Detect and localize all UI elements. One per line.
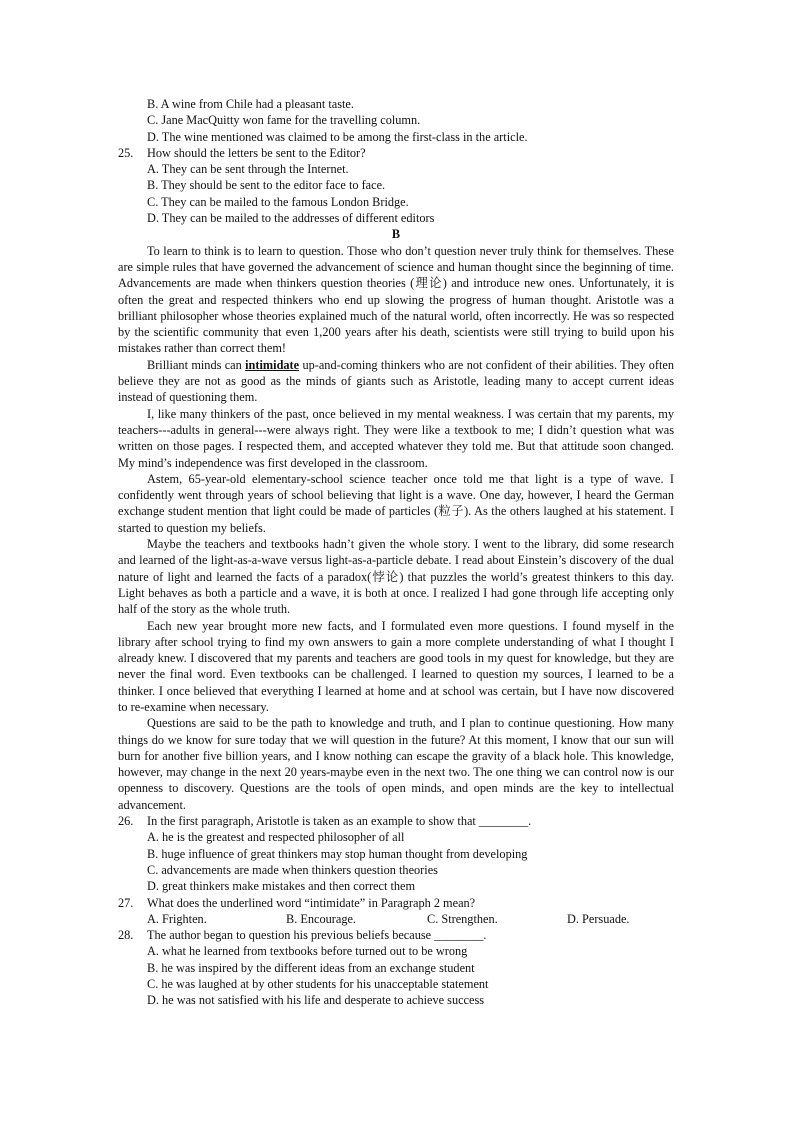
passage-paragraph-2 <box>118 357 674 406</box>
q24-option-c: C. Jane MacQuitty won fame for the travelling column. <box>147 113 421 128</box>
q28-option-d: D. he was not satisfied with his life and desperate to achieve success <box>147 993 485 1008</box>
q25-option-a: A. They can be sent through the Internet. <box>147 162 349 177</box>
question-number: 27. <box>118 895 134 910</box>
q27-option-d: D. Persuade. <box>567 911 630 926</box>
q25-option-d: D. They can be mailed to the addresses of different editors <box>147 211 435 226</box>
question-number: 25. <box>118 145 134 160</box>
passage-paragraph-1: To learn to think is to learn to question. Those who don’t question never truly think for themselves. These are simple rules that have governed the advancement of science and human thought since the beginning of time. Advancements are made when thinkers question theories (理论) and introduce new ones. Unfortunately, it is often the great and respected thinkers who end up slowing the progress of human thought. Aristotle was a brilliant philosopher whose theories explained much of the natural world, often incorrectly. He was so respected by the scientific community that even 1,200 years after his death, scientists were still trying to build upon his mistakes rather than correct them! <box>118 243 674 356</box>
question-number: 26. <box>118 814 134 829</box>
underlined-word: intimidate <box>245 357 300 372</box>
question-28 <box>118 927 674 943</box>
passage-paragraph-3: I, like many thinkers of the past, once believed in my mental weakness. I was certain that my parents, my teachers---adults in general---were always right. They were like a textbook to me; I didn’t question what was written on those pages. I respected them, and accepted whatever they told me. But that attitude soon changed. My mind’s independence was first developed in the classroom. <box>118 406 674 470</box>
question-number: 28. <box>118 928 134 943</box>
question-text: The author began to question his previous beliefs because ________. <box>147 928 487 943</box>
q26-option-d: D. great thinkers make mistakes and then correct them <box>147 879 416 894</box>
q27-option-c: C. Strengthen. <box>427 911 498 926</box>
question-26 <box>118 813 674 829</box>
q24-option-b: B. A wine from Chile had a pleasant taste. <box>147 97 354 111</box>
q28-option-a: A. what he learned from textbooks before turned out to be wrong <box>147 944 468 959</box>
q28-option-b: B. he was inspired by the different ideas from an exchange student <box>147 960 475 975</box>
question-25 <box>118 145 674 161</box>
q26-option-c: C. advancements are made when thinkers question theories <box>147 862 438 877</box>
q27-options-row <box>118 911 674 927</box>
q24-option-d: D. The wine mentioned was claimed to be among the first-class in the article. <box>147 129 528 144</box>
passage-paragraph-7: Questions are said to be the path to knowledge and truth, and I plan to continue questioning. How many things do we know for sure today that we will question in the future? At this moment, I know that our sun will burn for another five billion years, and I know nothing can escape the gravity of a black hole. This knowledge, however, may change in the next 20 years-maybe even in the next two. The one thing we can control now is our openness to discovery. Questions are the tools of open minds, and open minds are the key to intellectual advancement. <box>118 716 674 812</box>
section-heading: B <box>391 227 401 242</box>
document-page <box>118 96 674 1009</box>
q28-option-c: C. he was laughed at by other students for his unacceptable statement <box>147 977 489 992</box>
passage-paragraph-6: Each new year brought more new facts, and I formulated even more questions. I found myself in the library after school trying to find my own answers to gain a more complete understanding of what I thought I already knew. I discovered that my parents and teachers are good tools in my quest for knowledge, but they are never the final word. Even textbooks can be challenged. I learned to question my sources, I learned to be a thinker. I once believed that everything I learned at home and at school was certain, but I have now discovered to re-examine when necessary. <box>118 618 674 714</box>
q25-option-b: B. They should be sent to the editor face to face. <box>147 178 386 193</box>
passage-paragraph-4: Astem, 65-year-old elementary-school science teacher once told me that light is a type of wave. I confidently went through years of school believing that light is a wave. One day, however, I heard the German exchange student mention that light could be made of particles (粒子). As the others laughed at his statement. I started to question my beliefs. <box>118 471 674 535</box>
question-text: What does the underlined word “intimidate” in Paragraph 2 mean? <box>147 895 476 910</box>
question-text: How should the letters be sent to the Editor? <box>147 145 366 160</box>
paragraph-text: Brilliant minds can <box>147 357 246 372</box>
q27-option-a: A. Frighten. <box>147 911 207 926</box>
q26-option-a: A. he is the greatest and respected philosopher of all <box>147 830 405 845</box>
q25-option-c: C. They can be mailed to the famous London Bridge. <box>147 194 409 209</box>
passage-paragraph-5: Maybe the teachers and textbooks hadn’t given the whole story. I went to the library, did some research and learned of the light-as-a-wave versus light-as-a-particle debate. I read about Einstein’s discovery of the dual nature of light and learned the facts of a paradox(悖论) that puzzles the world’s greatest thinkers to this day. Light behaves as both a particle and a wave, it is both at once. I realized I had gone through life accepting only half of the story as the whole truth. <box>118 537 674 617</box>
q26-option-b: B. huge influence of great thinkers may stop human thought from developing <box>147 846 528 861</box>
paragraph-text: up-and-coming thinkers who are not confident of their abilities. They often believe they are not as good as the minds of giants such as Aristotle, leading many to accept current ideas instead of questioning them. <box>118 357 674 405</box>
question-27 <box>118 895 674 911</box>
question-text: In the first paragraph, Aristotle is taken as an example to show that ________. <box>147 814 532 829</box>
q27-option-b: B. Encourage. <box>286 911 356 926</box>
